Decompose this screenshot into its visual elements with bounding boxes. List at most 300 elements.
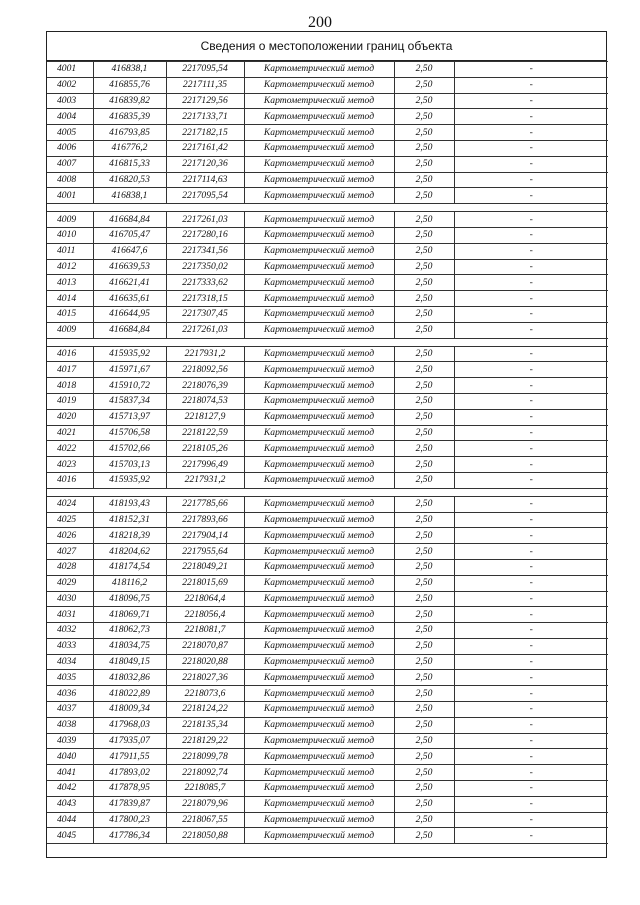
description-cell: - [454,559,608,575]
y-coordinate-cell: 2218081,7 [166,623,244,639]
y-coordinate-cell: 2218067,55 [166,812,244,828]
description-cell: - [454,828,608,844]
error-cell: 2,50 [394,259,454,275]
description-cell: - [454,441,608,457]
error-cell: 2,50 [394,828,454,844]
point-number-cell: 4018 [47,378,93,394]
error-cell: 2,50 [394,749,454,765]
y-coordinate-cell: 2217095,54 [166,188,244,204]
error-cell: 2,50 [394,638,454,654]
x-coordinate-cell: 418009,34 [93,702,166,718]
y-coordinate-cell: 2218073,6 [166,686,244,702]
method-cell: Картометрический метод [244,393,394,409]
point-number-cell: 4003 [47,93,93,109]
method-cell: Картометрический метод [244,828,394,844]
point-number-cell: 4022 [47,441,93,457]
separator-cell [93,204,166,212]
y-coordinate-cell: 2218070,87 [166,638,244,654]
x-coordinate-cell: 418062,73 [93,623,166,639]
error-cell: 2,50 [394,109,454,125]
method-cell: Картометрический метод [244,702,394,718]
method-cell: Картометрический метод [244,575,394,591]
method-cell: Картометрический метод [244,243,394,259]
description-cell: - [454,496,608,512]
method-cell: Картометрический метод [244,686,394,702]
method-cell: Картометрический метод [244,362,394,378]
table-row [47,393,608,409]
error-cell: 2,50 [394,512,454,528]
table-row [47,140,608,156]
table-row [47,575,608,591]
table-row [47,559,608,575]
error-cell: 2,50 [394,623,454,639]
point-number-cell: 4044 [47,812,93,828]
method-cell: Картометрический метод [244,125,394,141]
separator-cell [454,338,608,346]
method-cell: Картометрический метод [244,140,394,156]
x-coordinate-cell: 418096,75 [93,591,166,607]
x-coordinate-cell: 416839,82 [93,93,166,109]
point-number-cell: 4013 [47,275,93,291]
description-cell: - [454,812,608,828]
point-number-cell: 4016 [47,472,93,488]
method-cell: Картометрический метод [244,275,394,291]
error-cell: 2,50 [394,717,454,733]
description-cell: - [454,544,608,560]
x-coordinate-cell: 417839,87 [93,796,166,812]
separator-cell [93,488,166,496]
x-coordinate-cell: 415935,92 [93,472,166,488]
method-cell: Картометрический метод [244,544,394,560]
description-cell: - [454,796,608,812]
point-number-cell: 4001 [47,62,93,78]
description-cell: - [454,425,608,441]
y-coordinate-cell: 2217114,63 [166,172,244,188]
table-row [47,291,608,307]
y-coordinate-cell: 2218076,39 [166,378,244,394]
error-cell: 2,50 [394,77,454,93]
point-number-cell: 4016 [47,346,93,362]
x-coordinate-cell: 416776,2 [93,140,166,156]
method-cell: Картометрический метод [244,156,394,172]
table-row [47,591,608,607]
y-coordinate-cell: 2218092,56 [166,362,244,378]
y-coordinate-cell: 2218015,69 [166,575,244,591]
y-coordinate-cell: 2218056,4 [166,607,244,623]
x-coordinate-cell: 417968,03 [93,717,166,733]
table-row [47,654,608,670]
description-cell: - [454,670,608,686]
x-coordinate-cell: 417800,23 [93,812,166,828]
x-coordinate-cell: 416793,85 [93,125,166,141]
table-row [47,243,608,259]
y-coordinate-cell: 2217161,42 [166,140,244,156]
error-cell: 2,50 [394,125,454,141]
y-coordinate-cell: 2217261,03 [166,322,244,338]
separator-cell [454,204,608,212]
separator-cell [166,204,244,212]
method-cell: Картометрический метод [244,441,394,457]
description-cell: - [454,306,608,322]
x-coordinate-cell: 416835,39 [93,109,166,125]
separator-cell [394,488,454,496]
y-coordinate-cell: 2218050,88 [166,828,244,844]
error-cell: 2,50 [394,591,454,607]
x-coordinate-cell: 415702,66 [93,441,166,457]
method-cell: Картометрический метод [244,638,394,654]
x-coordinate-cell: 415706,58 [93,425,166,441]
description-cell: - [454,77,608,93]
point-number-cell: 4020 [47,409,93,425]
x-coordinate-cell: 417893,02 [93,765,166,781]
error-cell: 2,50 [394,362,454,378]
error-cell: 2,50 [394,378,454,394]
x-coordinate-cell: 416705,47 [93,227,166,243]
y-coordinate-cell: 2217785,66 [166,496,244,512]
point-number-cell: 4037 [47,702,93,718]
separator-cell [454,488,608,496]
point-number-cell: 4024 [47,496,93,512]
x-coordinate-cell: 418174,54 [93,559,166,575]
method-cell: Картометрический метод [244,749,394,765]
point-number-cell: 4032 [47,623,93,639]
separator-cell [47,338,93,346]
x-coordinate-cell: 416647,6 [93,243,166,259]
point-number-cell: 4033 [47,638,93,654]
method-cell: Картометрический метод [244,623,394,639]
description-cell: - [454,393,608,409]
error-cell: 2,50 [394,472,454,488]
separator-cell [244,338,394,346]
point-number-cell: 4025 [47,512,93,528]
description-cell: - [454,259,608,275]
error-cell: 2,50 [394,306,454,322]
error-cell: 2,50 [394,140,454,156]
method-cell: Картометрический метод [244,765,394,781]
description-cell: - [454,93,608,109]
table-row [47,544,608,560]
point-number-cell: 4029 [47,575,93,591]
description-cell: - [454,528,608,544]
group-separator [47,204,608,212]
table-row [47,733,608,749]
x-coordinate-cell: 417935,07 [93,733,166,749]
point-number-cell: 4006 [47,140,93,156]
coordinates-table-body [47,62,608,844]
x-coordinate-cell: 418069,71 [93,607,166,623]
error-cell: 2,50 [394,425,454,441]
description-cell: - [454,457,608,473]
y-coordinate-cell: 2218135,34 [166,717,244,733]
x-coordinate-cell: 418032,86 [93,670,166,686]
description-cell: - [454,702,608,718]
point-number-cell: 4001 [47,188,93,204]
y-coordinate-cell: 2217280,16 [166,227,244,243]
description-cell: - [454,322,608,338]
table-row [47,670,608,686]
boundary-table-sheet [46,31,607,858]
error-cell: 2,50 [394,457,454,473]
method-cell: Картометрический метод [244,62,394,78]
method-cell: Картометрический метод [244,227,394,243]
table-row [47,62,608,78]
x-coordinate-cell: 417878,95 [93,781,166,797]
x-coordinate-cell: 415713,97 [93,409,166,425]
method-cell: Картометрический метод [244,717,394,733]
description-cell: - [454,686,608,702]
table-row [47,512,608,528]
x-coordinate-cell: 415703,13 [93,457,166,473]
table-row [47,425,608,441]
error-cell: 2,50 [394,275,454,291]
table-row [47,496,608,512]
x-coordinate-cell: 416838,1 [93,188,166,204]
point-number-cell: 4002 [47,77,93,93]
method-cell: Картометрический метод [244,212,394,228]
table-row [47,623,608,639]
description-cell: - [454,212,608,228]
x-coordinate-cell: 418193,43 [93,496,166,512]
description-cell: - [454,607,608,623]
x-coordinate-cell: 418049,15 [93,654,166,670]
y-coordinate-cell: 2218105,26 [166,441,244,457]
description-cell: - [454,781,608,797]
y-coordinate-cell: 2217931,2 [166,472,244,488]
error-cell: 2,50 [394,607,454,623]
error-cell: 2,50 [394,212,454,228]
x-coordinate-cell: 416820,53 [93,172,166,188]
point-number-cell: 4031 [47,607,93,623]
y-coordinate-cell: 2218124,22 [166,702,244,718]
point-number-cell: 4009 [47,322,93,338]
y-coordinate-cell: 2217333,62 [166,275,244,291]
coordinates-table [47,61,608,844]
description-cell: - [454,109,608,125]
x-coordinate-cell: 417911,55 [93,749,166,765]
point-number-cell: 4039 [47,733,93,749]
y-coordinate-cell: 2218074,53 [166,393,244,409]
table-row [47,717,608,733]
error-cell: 2,50 [394,156,454,172]
table-row [47,638,608,654]
description-cell: - [454,362,608,378]
point-number-cell: 4023 [47,457,93,473]
error-cell: 2,50 [394,322,454,338]
description-cell: - [454,275,608,291]
point-number-cell: 4040 [47,749,93,765]
error-cell: 2,50 [394,765,454,781]
x-coordinate-cell: 418116,2 [93,575,166,591]
y-coordinate-cell: 2217261,03 [166,212,244,228]
point-number-cell: 4034 [47,654,93,670]
separator-cell [394,338,454,346]
description-cell: - [454,125,608,141]
error-cell: 2,50 [394,243,454,259]
description-cell: - [454,156,608,172]
separator-cell [93,338,166,346]
description-cell: - [454,512,608,528]
method-cell: Картометрический метод [244,457,394,473]
description-cell: - [454,717,608,733]
table-row [47,306,608,322]
description-cell: - [454,172,608,188]
table-row [47,259,608,275]
method-cell: Картометрический метод [244,559,394,575]
x-coordinate-cell: 418204,62 [93,544,166,560]
x-coordinate-cell: 416621,41 [93,275,166,291]
error-cell: 2,50 [394,393,454,409]
separator-cell [394,204,454,212]
point-number-cell: 4036 [47,686,93,702]
error-cell: 2,50 [394,559,454,575]
separator-cell [47,204,93,212]
point-number-cell: 4019 [47,393,93,409]
separator-cell [166,488,244,496]
table-row [47,457,608,473]
y-coordinate-cell: 2217893,66 [166,512,244,528]
error-cell: 2,50 [394,812,454,828]
point-number-cell: 4041 [47,765,93,781]
table-row [47,686,608,702]
x-coordinate-cell: 416684,84 [93,322,166,338]
x-coordinate-cell: 415971,67 [93,362,166,378]
table-row [47,93,608,109]
group-separator [47,338,608,346]
error-cell: 2,50 [394,528,454,544]
error-cell: 2,50 [394,686,454,702]
description-cell: - [454,765,608,781]
description-cell: - [454,346,608,362]
y-coordinate-cell: 2218092,74 [166,765,244,781]
y-coordinate-cell: 2217129,56 [166,93,244,109]
point-number-cell: 4011 [47,243,93,259]
group-separator [47,488,608,496]
point-number-cell: 4009 [47,212,93,228]
x-coordinate-cell: 418034,75 [93,638,166,654]
point-number-cell: 4010 [47,227,93,243]
table-row [47,346,608,362]
table-row [47,409,608,425]
y-coordinate-cell: 2218049,21 [166,559,244,575]
table-row [47,322,608,338]
point-number-cell: 4014 [47,291,93,307]
y-coordinate-cell: 2217955,64 [166,544,244,560]
y-coordinate-cell: 2217341,56 [166,243,244,259]
x-coordinate-cell: 416644,95 [93,306,166,322]
point-number-cell: 4015 [47,306,93,322]
description-cell: - [454,243,608,259]
error-cell: 2,50 [394,544,454,560]
x-coordinate-cell: 416838,1 [93,62,166,78]
error-cell: 2,50 [394,227,454,243]
error-cell: 2,50 [394,62,454,78]
description-cell: - [454,378,608,394]
description-cell: - [454,623,608,639]
description-cell: - [454,291,608,307]
error-cell: 2,50 [394,702,454,718]
y-coordinate-cell: 2217931,2 [166,346,244,362]
point-number-cell: 4021 [47,425,93,441]
method-cell: Картометрический метод [244,733,394,749]
y-coordinate-cell: 2218127,9 [166,409,244,425]
separator-cell [244,204,394,212]
method-cell: Картометрический метод [244,291,394,307]
error-cell: 2,50 [394,796,454,812]
x-coordinate-cell: 418022,89 [93,686,166,702]
point-number-cell: 4007 [47,156,93,172]
description-cell: - [454,638,608,654]
y-coordinate-cell: 2218027,36 [166,670,244,686]
method-cell: Картометрический метод [244,591,394,607]
description-cell: - [454,575,608,591]
table-row [47,472,608,488]
point-number-cell: 4038 [47,717,93,733]
y-coordinate-cell: 2217095,54 [166,62,244,78]
error-cell: 2,50 [394,781,454,797]
y-coordinate-cell: 2218064,4 [166,591,244,607]
method-cell: Картометрический метод [244,409,394,425]
method-cell: Картометрический метод [244,172,394,188]
description-cell: - [454,654,608,670]
method-cell: Картометрический метод [244,812,394,828]
x-coordinate-cell: 415910,72 [93,378,166,394]
table-row [47,828,608,844]
error-cell: 2,50 [394,670,454,686]
x-coordinate-cell: 416639,53 [93,259,166,275]
x-coordinate-cell: 418218,39 [93,528,166,544]
y-coordinate-cell: 2218099,78 [166,749,244,765]
method-cell: Картометрический метод [244,109,394,125]
description-cell: - [454,472,608,488]
method-cell: Картометрический метод [244,188,394,204]
error-cell: 2,50 [394,733,454,749]
table-row [47,77,608,93]
y-coordinate-cell: 2217133,71 [166,109,244,125]
error-cell: 2,50 [394,409,454,425]
point-number-cell: 4042 [47,781,93,797]
point-number-cell: 4026 [47,528,93,544]
table-row [47,441,608,457]
table-row [47,378,608,394]
x-coordinate-cell: 416815,33 [93,156,166,172]
y-coordinate-cell: 2218129,22 [166,733,244,749]
y-coordinate-cell: 2217350,02 [166,259,244,275]
table-row [47,125,608,141]
page-number: 200 [308,14,332,31]
description-cell: - [454,409,608,425]
y-coordinate-cell: 2217996,49 [166,457,244,473]
separator-cell [166,338,244,346]
error-cell: 2,50 [394,172,454,188]
error-cell: 2,50 [394,346,454,362]
error-cell: 2,50 [394,188,454,204]
table-row [47,156,608,172]
table-title: Сведения о местоположении границ объекта [47,32,606,61]
point-number-cell: 4012 [47,259,93,275]
point-number-cell: 4028 [47,559,93,575]
description-cell: - [454,733,608,749]
description-cell: - [454,227,608,243]
table-row [47,109,608,125]
point-number-cell: 4017 [47,362,93,378]
error-cell: 2,50 [394,496,454,512]
y-coordinate-cell: 2217120,36 [166,156,244,172]
table-row [47,275,608,291]
error-cell: 2,50 [394,575,454,591]
error-cell: 2,50 [394,93,454,109]
table-row [47,528,608,544]
x-coordinate-cell: 416684,84 [93,212,166,228]
